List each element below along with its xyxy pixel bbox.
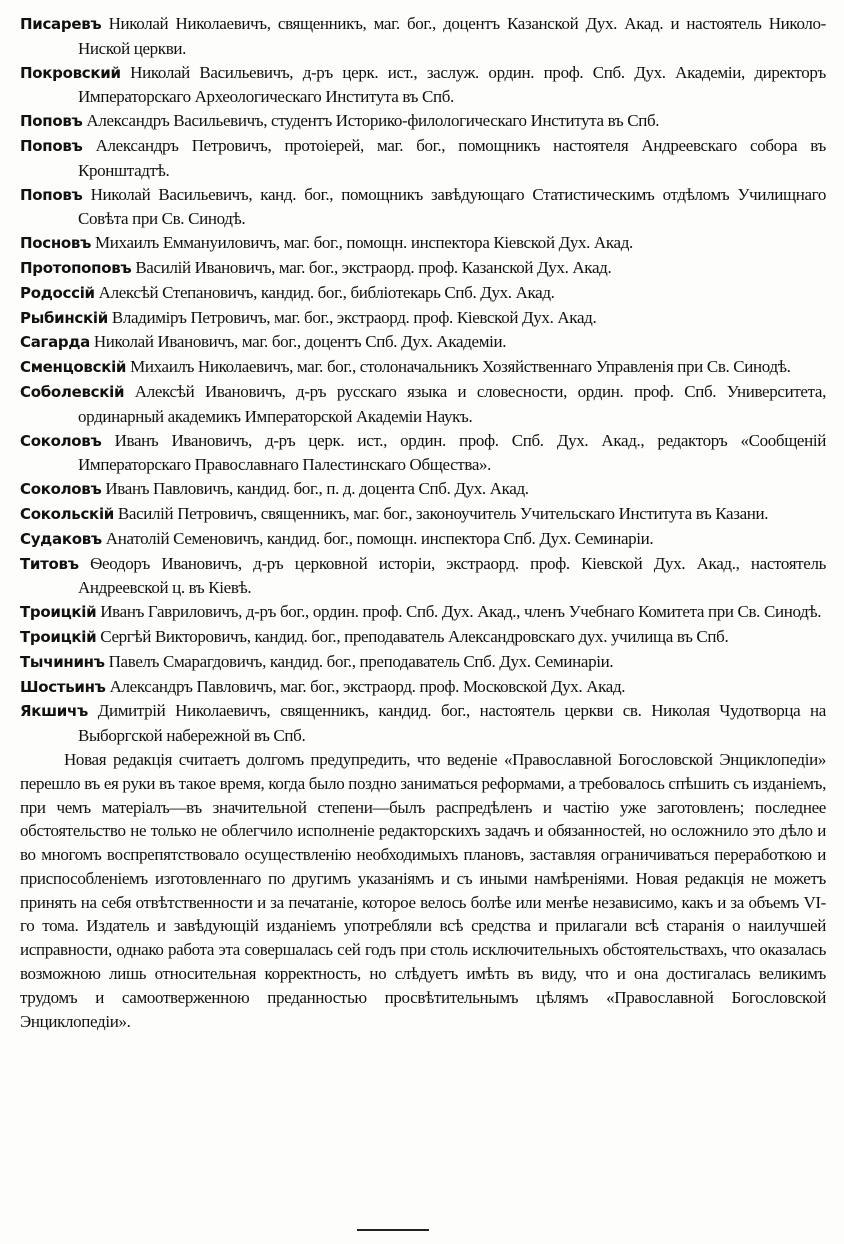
- contributor-entry: [20, 380, 826, 429]
- contributor-entry: [20, 477, 826, 502]
- contributor-details: Михаилъ Еммануиловичъ, маг. бог., помощн. инспектора Кiевской Дух. Акад.: [95, 233, 633, 253]
- contributor-entry: [20, 625, 826, 650]
- contributor-entry: [20, 306, 826, 331]
- contributor-surname: Судаковъ: [20, 529, 102, 548]
- contributor-entry: [20, 600, 826, 625]
- contributor-surname: Соболевскiй: [20, 382, 125, 401]
- contributor-details: Николай Ивановичъ, маг. бог., доцентъ Спб. Дух. Академiи.: [93, 332, 507, 352]
- contributor-entry: [20, 256, 826, 281]
- contributor-surname: Сагарда: [20, 333, 90, 352]
- contributor-entry: [20, 699, 826, 748]
- contributor-entry: [20, 109, 826, 134]
- contributor-surname: Соколовъ: [20, 480, 102, 499]
- contributor-details: Иванъ Павловичъ, кандид. бог., п. д. доцента Спб. Дух. Акад.: [105, 479, 529, 499]
- contributor-details: Анатолiй Семеновичъ, кандид. бог., помощн. инспектора Спб. Дух. Семинарiи.: [105, 528, 654, 548]
- contributor-details: Александръ Васильевичъ, студентъ Историко-филологическаго Института въ Спб.: [86, 111, 660, 131]
- contributor-details: Николай Васильевичъ, д-ръ церк. ист., заслуж. ордин. проф. Спб. Дух. Академiи, директоръ Императорскаго Археологическаго Института въ Спб.: [78, 62, 827, 107]
- contributor-surname: Тычининъ: [20, 652, 105, 671]
- contributor-surname: Титовъ: [20, 554, 79, 573]
- contributor-details: Сергѣй Викторовичъ, кандид. бог., преподаватель Александровскаго дух. училища въ Спб.: [100, 626, 729, 646]
- contributor-surname: Шостьинъ: [20, 677, 106, 696]
- contributor-surname: Троицкiй: [20, 627, 97, 646]
- contributor-surname: Писаревъ: [20, 15, 102, 33]
- contributor-surname: Троицкiй: [20, 603, 97, 622]
- contributor-details: Александръ Петровичъ, протоiерей, маг. бог., помощникъ настоятеля Андреевскаго собора въ Кронштадтѣ.: [78, 135, 826, 180]
- contributor-surname: Поповъ: [20, 136, 83, 155]
- contributor-details: Павелъ Смарагдовичъ, кандид. бог., преподаватель Спб. Дух. Семинарiи.: [108, 651, 614, 671]
- contributor-details: Димитрiй Николаевичъ, священникъ, кандид. бог., настоятель церкви св. Николая Чудотворца на Выборгской набережной въ Спб.: [78, 701, 826, 746]
- contributor-surname: Соколовъ: [20, 431, 102, 450]
- contributor-details: Алексѣй Ивановичъ, д-ръ русскаго языка и словесности, ордин. проф. Спб. Университета, ординарный академикъ Императорской Академiи Наукъ.: [78, 381, 826, 426]
- contributor-surname: Протопоповъ: [20, 258, 132, 277]
- contributor-entry: [20, 502, 826, 527]
- contributor-details: Василiй Ивановичъ, маг. бог., экстраорд. проф. Казанской Дух. Акад.: [135, 257, 612, 277]
- contributor-surname: Посновъ: [20, 234, 92, 253]
- contributor-details: Владимiръ Петровичъ, маг. бог., экстраорд. проф. Кiевской Дух. Акад.: [111, 307, 597, 327]
- page-body: [20, 12, 826, 1033]
- contributor-entry: [20, 552, 826, 601]
- contributor-entry: [20, 675, 826, 700]
- contributor-details: Михаилъ Николаевичъ, маг. бог., столоначальникъ Хозяйственнаго Управленiя при Св. Синодѣ.: [130, 357, 791, 377]
- contributor-entry: [20, 231, 826, 256]
- contributor-entry: [20, 61, 826, 110]
- contributor-surname: Рыбинскiй: [20, 308, 108, 327]
- contributor-surname: Сменцовскiй: [20, 358, 127, 377]
- contributor-details: Иванъ Гавриловичъ, д-ръ бог., ордин. проф. Спб. Дух. Акад., членъ Учебнаго Комитета при Св. Синодѣ.: [100, 602, 822, 622]
- contributor-details: Николай Николаевичъ, священникъ, маг. бог., доцентъ Казанской Дух. Акад. и настоятель Николо-Ниской церкви.: [78, 14, 826, 58]
- closing-rule: [357, 1229, 429, 1231]
- contributor-surname: Сокольскiй: [20, 504, 114, 523]
- contributor-entry: [20, 355, 826, 380]
- contributor-details: Василiй Петровичъ, священникъ, маг. бог., законоучитель Учительскаго Института въ Казани.: [117, 503, 769, 523]
- contributor-details: Николай Васильевичъ, канд. бог., помощникъ завѣдующаго Статистическимъ отдѣломъ Училищнаго Совѣта при Св. Синодѣ.: [78, 184, 826, 229]
- contributor-surname: Покровский: [20, 63, 121, 82]
- editorial-note-paragraph: Новая редакцiя считаетъ долгомъ предупредить, что веденiе «Православной Богословской Энциклопедiи» перешло въ ея руки въ такое время, когда было поздно заниматься реформами, а требовалось спѣшить съ изданiемъ, при чемъ матерiалъ—въ значительной степени—былъ распредѣленъ и частiю уже заготовленъ; последнее обстоятельство не только не облегчило исполненiе редакторскихъ задачъ и обязанностей, но осложнило это дѣло и во многомъ воспрепятствовало осуществленiю необходимыхъ плановъ, заставляя ограничиваться переработкою и приспособленiемъ изготовленнаго по другимъ указанiямъ и съ иными намѣренiями. Новая редакцiя не можетъ принять на себя отвѣтственности и за печатанiе, которое велось болѣе или менѣе независимо, какъ и за объемъ VI-го тома. Издатель и завѣдующiй изданiемъ употребляли всѣ средства и прилагали всѣ старанiя о наилучшей исправности, однако работа эта совершалась сей годъ при столь исключительныхъ обстоятельствахъ, что оказалась возможною лишь относительная корректность, но слѣдуетъ имѣть въ виду, что и она достигалась великимъ трудомъ и самоотверженною преданностью просвѣтительнымъ цѣлямъ «Православной Богословской Энциклопедiи».: [20, 749, 826, 1031]
- contributor-surname: Поповъ: [20, 112, 83, 131]
- contributor-surname: Родоссiй: [20, 283, 95, 302]
- contributor-entry: [20, 429, 826, 478]
- contributor-entry: [20, 183, 826, 232]
- contributor-details: Алексѣй Степановичъ, кандид. бог., библiотекарь Спб. Дух. Акад.: [98, 282, 555, 302]
- contributor-entry: [20, 650, 826, 675]
- contributor-entry: [20, 281, 826, 306]
- contributor-details: Иванъ Ивановичъ, д-ръ церк. ист., ордин. проф. Спб. Дух. Акад., редакторъ «Сообщенiй Императорскаго Православнаго Палестинскаго Общества».: [78, 430, 827, 475]
- contributors-list: [20, 12, 826, 748]
- contributor-entry: [20, 134, 826, 183]
- contributor-details: Александръ Павловичъ, маг. бог., экстраорд. проф. Московской Дух. Акад.: [109, 676, 626, 696]
- contributor-details: Ѳеодоръ Ивановичъ, д-ръ церковной исторiи, экстраорд. проф. Кiевской Дух. Акад., настоятель Андреевской ц. въ Кiевѣ.: [78, 553, 826, 598]
- contributor-entry: [20, 12, 826, 61]
- contributor-surname: Поповъ: [20, 185, 83, 204]
- contributor-entry: [20, 330, 826, 355]
- contributor-entry: [20, 527, 826, 552]
- contributor-surname: Якшичъ: [20, 702, 88, 721]
